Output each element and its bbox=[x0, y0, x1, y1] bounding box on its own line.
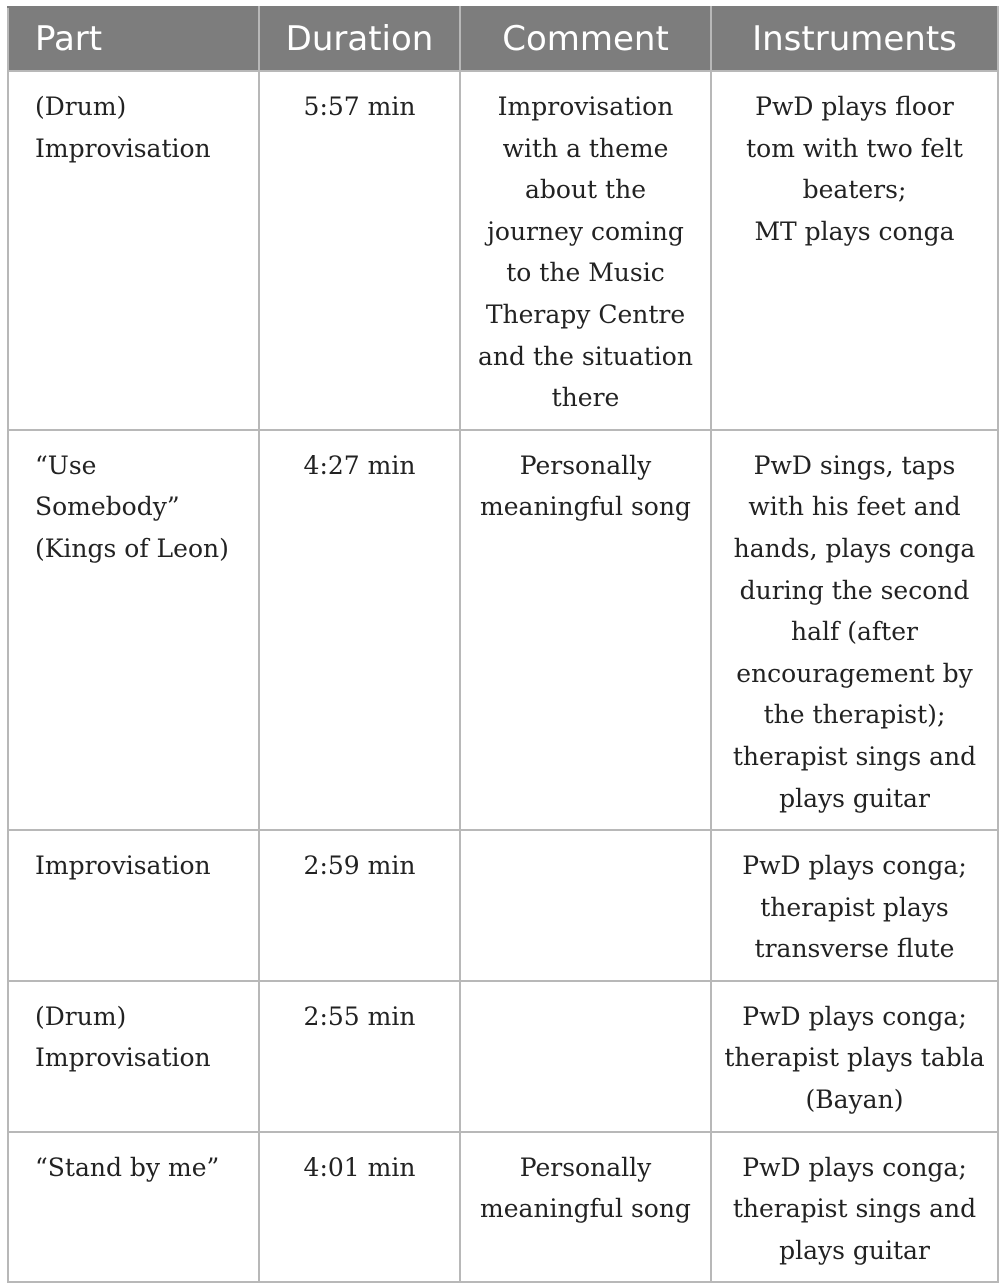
cell-instruments bbox=[711, 1132, 998, 1283]
cell-duration bbox=[259, 830, 460, 981]
cell-duration bbox=[259, 1132, 460, 1283]
header-comment: Comment bbox=[460, 7, 711, 71]
cell-part bbox=[8, 71, 259, 430]
cell-instruments bbox=[711, 981, 998, 1132]
cell-comment-text: Improvisation with a theme about the journey coming to the Music Therapy Centre and the situation there bbox=[478, 92, 693, 413]
table-row bbox=[8, 981, 998, 1132]
cell-duration-text: 5:57 min bbox=[303, 92, 416, 121]
cell-duration-text: 2:55 min bbox=[303, 1001, 416, 1031]
cell-comment bbox=[460, 830, 711, 981]
cell-comment bbox=[460, 1132, 711, 1283]
cell-comment bbox=[460, 71, 711, 430]
cell-part-text: (Drum) Improvisation bbox=[35, 1001, 211, 1073]
cell-duration-text: 2:59 min bbox=[303, 851, 416, 881]
cell-part bbox=[8, 1132, 259, 1283]
cell-duration-text: 4:27 min bbox=[303, 450, 416, 480]
table-row bbox=[8, 1132, 998, 1283]
cell-instruments bbox=[711, 430, 998, 830]
cell-instruments-text: PwD plays conga; therapist sings and plays guitar bbox=[732, 1152, 977, 1265]
cell-instruments-text: PwD plays conga; therapist plays tabla (Bayan) bbox=[724, 1001, 985, 1115]
cell-part-text: (Drum) Improvisation bbox=[35, 92, 211, 163]
cell-part bbox=[8, 981, 259, 1132]
cell-comment-text: Personally meaningful song bbox=[480, 1152, 691, 1224]
table-row bbox=[8, 830, 998, 981]
cell-part-text: “Use Somebody” (Kings of Leon) bbox=[35, 450, 229, 563]
cell-duration bbox=[259, 981, 460, 1132]
cell-instruments-text: PwD sings, taps with his feet and hands, plays conga during the second half (after encouragement by the therapist); therapist sings and plays guitar bbox=[732, 450, 977, 813]
table-row bbox=[8, 71, 998, 430]
session-table bbox=[7, 6, 999, 1283]
table-header-row bbox=[8, 7, 998, 71]
cell-comment bbox=[460, 981, 711, 1132]
cell-instruments-text: PwD plays conga; therapist plays transverse flute bbox=[742, 851, 967, 964]
cell-part-text: Improvisation bbox=[35, 851, 211, 881]
table-row bbox=[8, 430, 998, 830]
cell-duration bbox=[259, 430, 460, 830]
cell-instruments-text: PwD plays floor tom with two felt beaters; MT plays conga bbox=[746, 92, 963, 246]
cell-instruments bbox=[711, 830, 998, 981]
header-instruments: Instruments bbox=[711, 7, 998, 71]
cell-duration-text: 4:01 min bbox=[303, 1152, 416, 1182]
cell-part bbox=[8, 430, 259, 830]
header-part: Part bbox=[8, 7, 259, 71]
cell-comment-text: Personally meaningful song bbox=[480, 450, 691, 522]
header-duration: Duration bbox=[259, 7, 460, 71]
cell-instruments bbox=[711, 71, 998, 430]
cell-part bbox=[8, 830, 259, 981]
cell-part-text: “Stand by me” bbox=[35, 1152, 220, 1182]
cell-duration bbox=[259, 71, 460, 430]
cell-comment bbox=[460, 430, 711, 830]
